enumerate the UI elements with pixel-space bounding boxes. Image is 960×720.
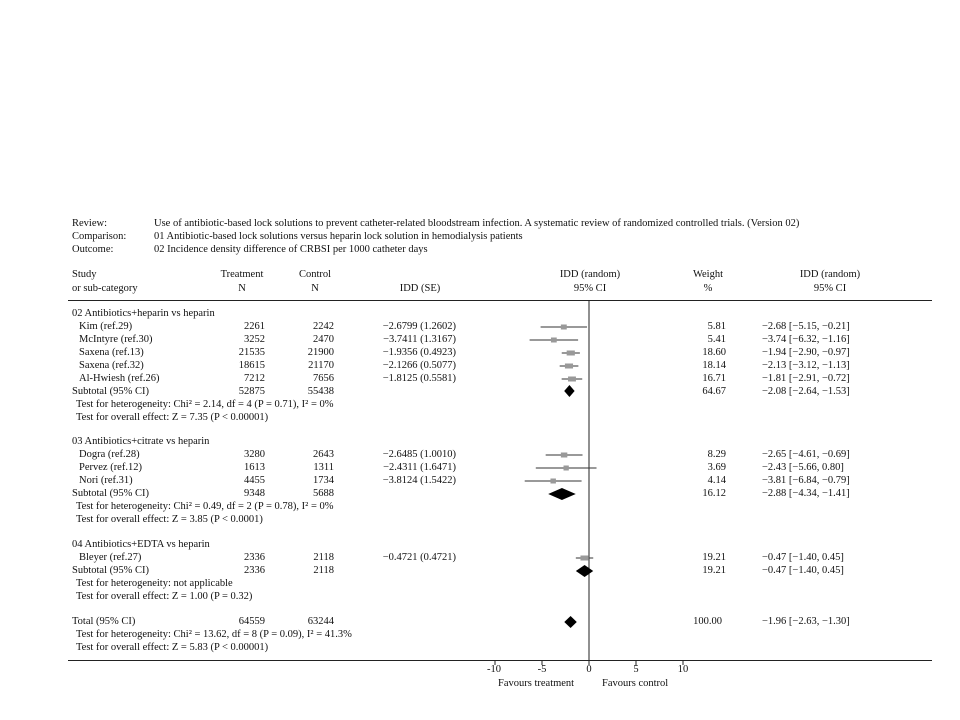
idd-se: −1.9356 (0.4923) — [382, 347, 456, 358]
study-name: Kim (ref.29) — [79, 321, 133, 332]
weight: 16.12 — [702, 488, 726, 499]
ci-text: −2.65 [−4.61, −0.69] — [762, 449, 850, 460]
comparison-label: Comparison: — [72, 231, 127, 242]
tick-label: -10 — [487, 664, 501, 675]
study-name: McIntyre (ref.30) — [79, 334, 153, 345]
point-estimate — [561, 453, 567, 458]
weight: 5.41 — [707, 334, 726, 345]
overall-effect-text: Test for overall effect: Z = 1.00 (P = 0.32) — [76, 591, 253, 602]
group-title: 03 Antibiotics+citrate vs heparin — [72, 436, 210, 447]
treatment-n: 52875 — [238, 386, 265, 397]
point-estimate — [550, 479, 555, 484]
control-n: 1734 — [313, 475, 334, 486]
subtotal-diamond — [576, 565, 593, 577]
tick-label: 5 — [633, 664, 639, 675]
group-title: 04 Antibiotics+EDTA vs heparin — [72, 539, 210, 550]
col-ci95: 95% CI — [573, 283, 607, 294]
control-n: 55438 — [307, 386, 334, 397]
control-n: 2118 — [313, 552, 334, 563]
col-idd-random: IDD (random) — [559, 269, 621, 280]
weight: 18.60 — [702, 347, 726, 358]
idd-se: −1.8125 (0.5581) — [382, 373, 456, 384]
idd-se: −0.4721 (0.4721) — [382, 552, 456, 563]
idd-se: −3.7411 (1.3167) — [383, 334, 456, 345]
heterogeneity-text: Test for heterogeneity: Chi² = 2.14, df = 4 (P = 0.71), I² = 0% — [76, 399, 334, 410]
favours-control-label: Favours control — [602, 678, 669, 689]
weight: 19.21 — [702, 552, 726, 563]
ci-text: −1.81 [−2.91, −0.72] — [762, 373, 850, 384]
control-n: 5688 — [313, 488, 334, 499]
overall-effect-text: Test for overall effect: Z = 5.83 (P < 0.00001) — [76, 642, 269, 653]
overall-effect-text: Test for overall effect: Z = 7.35 (P < 0.00001) — [76, 412, 269, 423]
total-diamond — [564, 616, 577, 628]
col-idd-se: IDD (SE) — [399, 283, 441, 294]
control-n: 21900 — [307, 347, 334, 358]
weight: 18.14 — [702, 360, 726, 371]
overall-effect-text: Test for overall effect: Z = 3.85 (P < 0.0001) — [76, 514, 263, 525]
col-subcat: or sub-category — [72, 283, 138, 294]
col-pct: % — [703, 283, 713, 294]
treatment-n: 7212 — [244, 373, 265, 384]
subtotal-diamond — [548, 488, 576, 500]
treatment-n: 2336 — [244, 565, 265, 576]
control-n: 2118 — [313, 565, 334, 576]
study-name: Bleyer (ref.27) — [79, 552, 142, 563]
control-n: 2242 — [313, 321, 334, 332]
treatment-n: 9348 — [244, 488, 265, 499]
col-idd-random-2: IDD (random) — [799, 269, 861, 280]
control-n: 1311 — [313, 462, 334, 473]
ci-text: −1.96 [−2.63, −1.30] — [762, 616, 850, 627]
idd-se: −2.6799 (1.2602) — [382, 321, 456, 332]
weight: 3.69 — [707, 462, 726, 473]
point-estimate — [568, 377, 576, 382]
col-control: Control — [298, 269, 332, 280]
control-n: 63244 — [307, 616, 334, 627]
study-name: Saxena (ref.13) — [79, 347, 144, 358]
ci-text: −3.74 [−6.32, −1.16] — [762, 334, 850, 345]
treatment-n: 64559 — [238, 616, 265, 627]
treatment-n: 18615 — [238, 360, 265, 371]
ci-text: −2.13 [−3.12, −1.13] — [762, 360, 850, 371]
heterogeneity-text: Test for heterogeneity: Chi² = 0.49, df = 2 (P = 0.78), I² = 0% — [76, 501, 334, 512]
tick-label: -5 — [537, 664, 547, 675]
ci-text: −2.68 [−5.15, −0.21] — [762, 321, 850, 332]
outcome-text: 02 Incidence density difference of CRBSI per 1000 catheter days — [154, 244, 428, 255]
col-weight: Weight — [692, 269, 724, 280]
comparison-text: 01 Antibiotic-based lock solutions versus heparin lock solution in hemodialysis patients — [154, 231, 523, 242]
treatment-n: 3252 — [244, 334, 265, 345]
treatment-n: 21535 — [238, 347, 265, 358]
control-n: 2643 — [313, 449, 334, 460]
point-estimate — [551, 338, 557, 343]
col-treatment-n: N — [238, 283, 246, 294]
treatment-n: 3280 — [244, 449, 265, 460]
subtotal-label: Subtotal (95% CI) — [72, 488, 149, 499]
study-name: Al-Hwiesh (ref.26) — [79, 373, 160, 384]
idd-se: −2.6485 (1.0010) — [382, 449, 456, 460]
tick-label: 10 — [677, 664, 689, 675]
weight: 5.81 — [707, 321, 726, 332]
point-estimate — [561, 325, 567, 330]
col-treatment: Treatment — [220, 269, 264, 280]
study-name: Nori (ref.31) — [79, 475, 133, 486]
ci-text: −2.43 [−5.66, 0.80] — [762, 462, 844, 473]
col-study: Study — [72, 269, 97, 280]
idd-se: −3.8124 (1.5422) — [382, 475, 456, 486]
control-n: 2470 — [313, 334, 334, 345]
subtotal-label: Subtotal (95% CI) — [72, 386, 149, 397]
treatment-n: 2336 — [244, 552, 265, 563]
study-name: Pervez (ref.12) — [79, 462, 142, 473]
tick-label: 0 — [586, 664, 592, 675]
review-label: Review: — [72, 218, 107, 229]
review-text: Use of antibiotic-based lock solutions to prevent catheter-related bloodstream infection. A systematic review of randomized controlled trials. (Version 02) — [154, 218, 800, 229]
ci-text: −2.88 [−4.34, −1.41] — [762, 488, 850, 499]
col-ci95-2: 95% CI — [813, 283, 847, 294]
weight: 8.29 — [707, 449, 726, 460]
idd-se: −2.1266 (0.5077) — [382, 360, 456, 371]
heterogeneity-text: Test for heterogeneity: Chi² = 13.62, df = 8 (P = 0.09), I² = 41.3% — [76, 629, 352, 640]
treatment-n: 1613 — [244, 462, 265, 473]
treatment-n: 4455 — [244, 475, 265, 486]
point-estimate — [567, 351, 575, 356]
favours-treatment-label: Favours treatment — [498, 678, 575, 689]
group-title: 02 Antibiotics+heparin vs heparin — [72, 308, 215, 319]
total-label: Total (95% CI) — [72, 616, 136, 627]
point-estimate — [564, 466, 569, 471]
ci-text: −1.94 [−2.90, −0.97] — [762, 347, 850, 358]
point-estimate — [565, 364, 573, 369]
study-name: Saxena (ref.32) — [79, 360, 144, 371]
ci-text: −3.81 [−6.84, −0.79] — [762, 475, 850, 486]
control-n: 21170 — [308, 360, 334, 371]
weight: 19.21 — [702, 565, 726, 576]
col-control-n: N — [311, 283, 319, 294]
point-estimate — [580, 556, 588, 561]
ci-text: −2.08 [−2.64, −1.53] — [762, 386, 850, 397]
heterogeneity-text: Test for heterogeneity: not applicable — [76, 578, 233, 589]
treatment-n: 2261 — [244, 321, 265, 332]
weight: 100.00 — [693, 616, 722, 627]
weight: 4.14 — [707, 475, 726, 486]
study-name: Dogra (ref.28) — [79, 449, 140, 460]
weight: 64.67 — [702, 386, 726, 397]
control-n: 7656 — [313, 373, 334, 384]
subtotal-diamond — [564, 385, 574, 397]
outcome-label: Outcome: — [72, 244, 114, 255]
ci-text: −0.47 [−1.40, 0.45] — [762, 565, 844, 576]
subtotal-label: Subtotal (95% CI) — [72, 565, 149, 576]
idd-se: −2.4311 (1.6471) — [383, 462, 456, 473]
ci-text: −0.47 [−1.40, 0.45] — [762, 552, 844, 563]
weight: 16.71 — [702, 373, 726, 384]
